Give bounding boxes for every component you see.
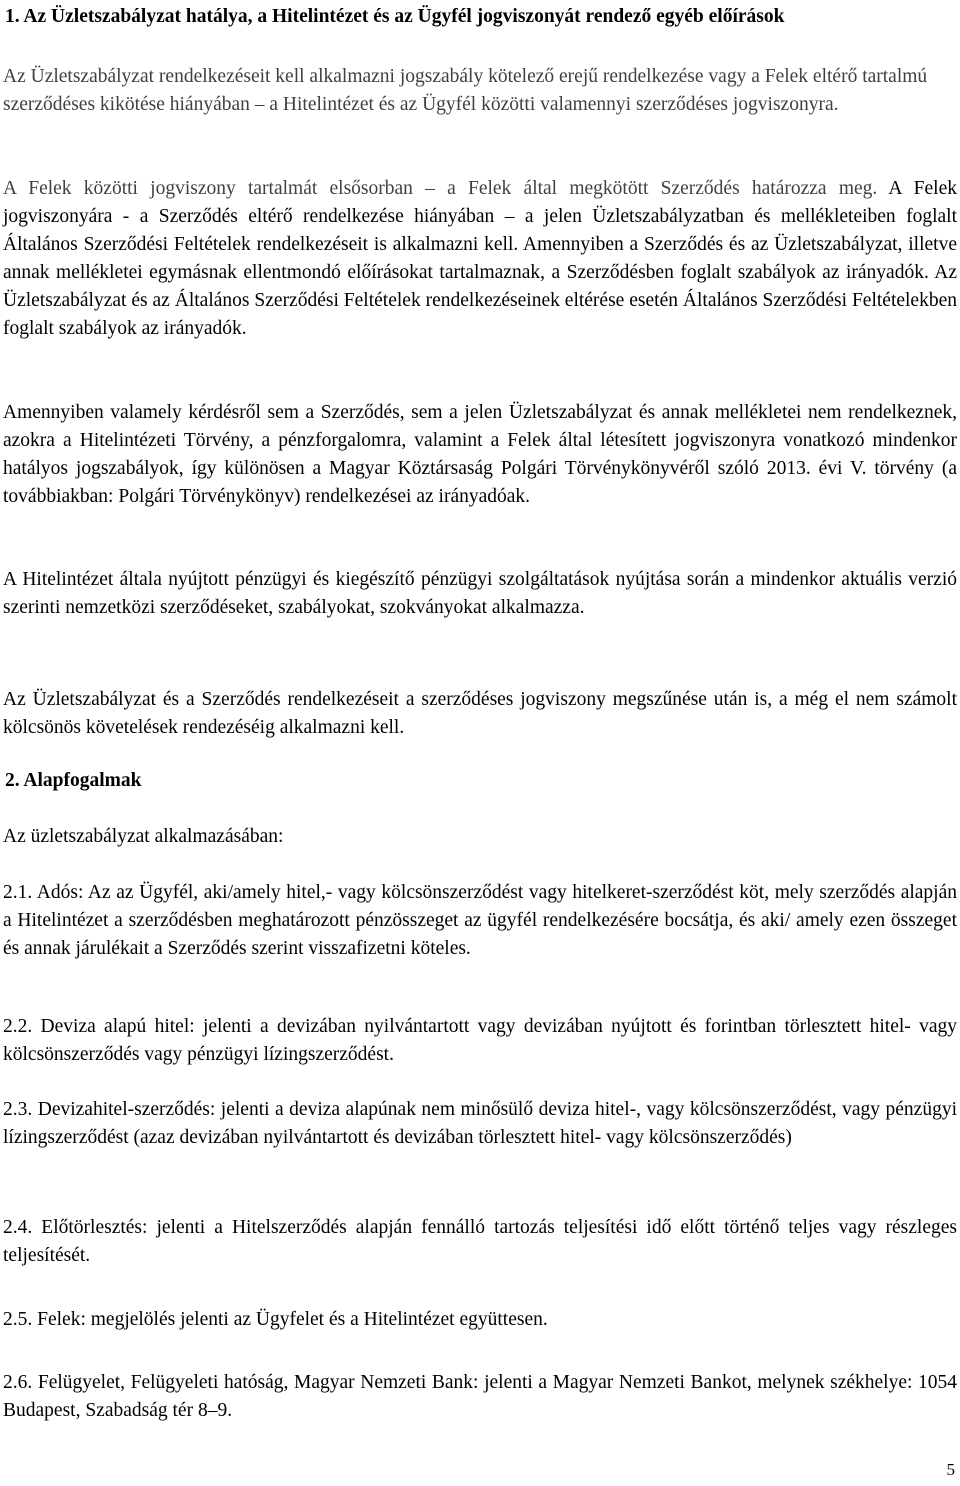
paragraph-validity: Az Üzletszabályzat és a Szerződés rendelkezéseit a szerződéses jogviszony megszűnése után is, a még el nem számolt kölcsönös követelések rendezéséig alkalmazni kell. xyxy=(3,689,957,738)
definition-item: 2.4. Előtörlesztés: jelenti a Hitelszerződés alapján fennálló tartozás teljesítési idő előtt történő teljes vagy részleges teljesítését. xyxy=(3,1217,957,1266)
paragraph-contract-content-lead: A Felek közötti jogviszony tartalmát elsősorban – a Felek által megkötött Szerződés határozza meg. xyxy=(3,178,878,199)
paragraph-contract-content xyxy=(3,175,957,343)
definitions-intro: Az üzletszabályzat alkalmazásában: xyxy=(3,826,284,847)
definition-item: 2.3. Devizahitel-szerződés: jelenti a deviza alapúnak nem minősülő deviza hitel-, vagy kölcsönszerződést, vagy pénzügyi lízingszerződést (azaz devizában nyilvántartott és devizában törlesztett hitel- vagy kölcsönszerződés) xyxy=(3,1099,957,1148)
section-2-heading: 2. Alapfogalmak xyxy=(5,770,142,791)
paragraph-applicable-law: Amennyiben valamely kérdésről sem a Szerződés, sem a jelen Üzletszabályzat és annak mellékletei nem rendelkeznek, azokra a Hitelintézeti Törvény, a pénzforgalomra, valamint a Felek által létesített jogviszonyra vonatkozó mindenkor hatályos jogszabályok, így különösen a Magyar Köztársaság Polgári Törvénykönyvéről szóló 2013. évi V. törvény (a továbbiakban: Polgári Törvénykönyv) rendelkezései az irányadóak. xyxy=(3,402,957,507)
definition-item: 2.6. Felügyelet, Felügyeleti hatóság, Magyar Nemzeti Bank: jelenti a Magyar Nemzeti Bankot, melynek székhelye: 1054 Budapest, Szabadság tér 8–9. xyxy=(3,1372,957,1421)
paragraph-scope: Az Üzletszabályzat rendelkezéseit kell alkalmazni jogszabály kötelező erejű rendelkezése vagy a Felek eltérő tartalmú szerződéses kikötése hiányában – a Hitelintézet és az Ügyfél közötti valamennyi szerződéses jogviszonyra. xyxy=(3,66,928,115)
definition-item: 2.2. Deviza alapú hitel: jelenti a devizában nyilvántartott vagy devizában nyújtott és forintban törlesztett hitel- vagy kölcsönszerződés vagy pénzügyi lízingszerződést. xyxy=(3,1016,957,1065)
paragraph-contract-content-body: A Felek jogviszonyára - a Szerződés eltérő rendelkezése hiányában – a jelen Üzletszabályzatban és mellékleteiben foglalt Általános Szerződési Feltételek rendelkezéseit is alkalmazni kell. Amennyiben a Szerződés és az Üzletszabályzat, illetve annak mellékletei egymásnak ellentmondó előírásokat tartalmaznak, a Szerződésben foglalt szabályok az irányadók. Az Üzletszabályzat és az Általános Szerződési Feltételek rendelkezéseinek eltérése esetén Általános Szerződési Feltételekben foglalt szabályok az irányadók. xyxy=(3,178,957,339)
paragraph-services: A Hitelintézet általa nyújtott pénzügyi és kiegészítő pénzügyi szolgáltatások nyújtása során a mindenkor aktuális verzió szerinti nemzetközi szerződéseket, szabályokat, szokványokat alkalmazza. xyxy=(3,569,957,618)
definition-item: 2.5. Felek: megjelölés jelenti az Ügyfelet és a Hitelintézet együttesen. xyxy=(3,1309,548,1330)
definition-item: 2.1. Adós: Az az Ügyfél, aki/amely hitel,- vagy kölcsönszerződést vagy hitelkeret-szerződést köt, mely szerződés alapján a Hitelintézet a szerződésben meghatározott pénzösszeget az ügyfél rendelkezésére bocsátja, és aki/ amely ezen összeget és annak járulékait a Szerződés szerint visszafizetni köteles. xyxy=(3,882,957,959)
section-1-heading: 1. Az Üzletszabályzat hatálya, a Hitelintézet és az Ügyfél jogviszonyát rendező egyéb előírások xyxy=(5,6,785,27)
page-number: 5 xyxy=(946,1460,955,1479)
